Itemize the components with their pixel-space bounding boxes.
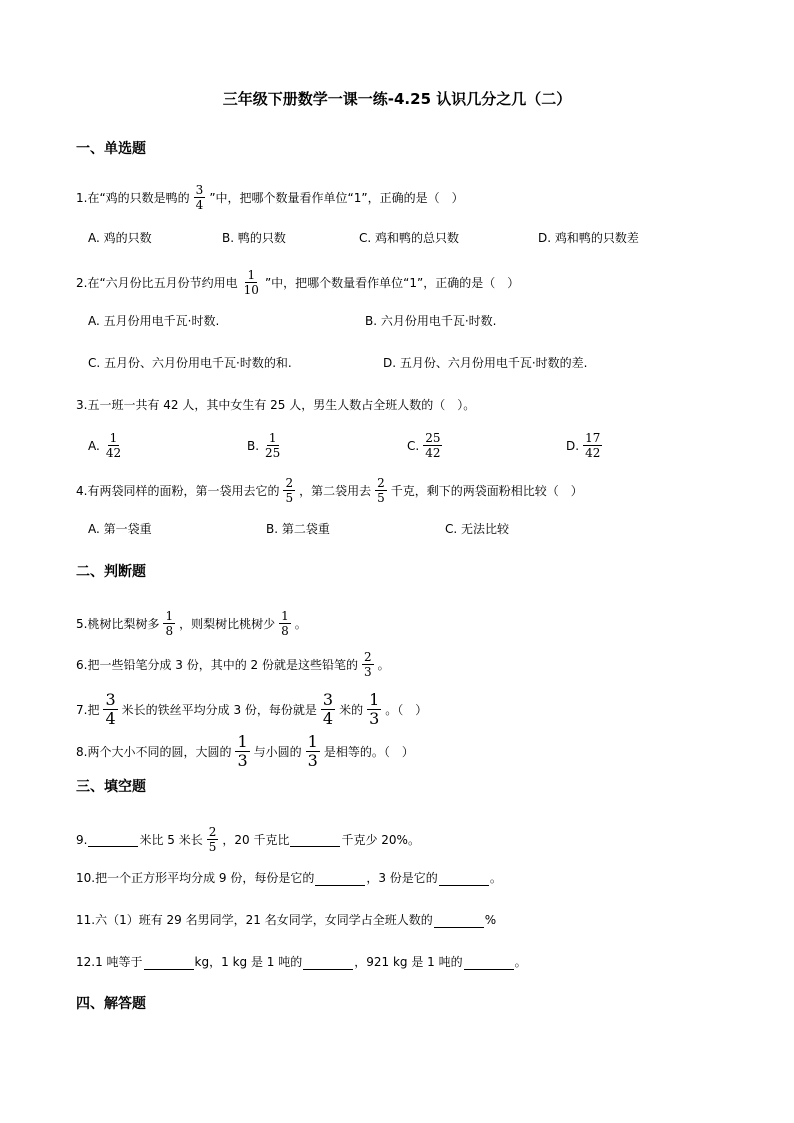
question-text: 米比 5 米长 bbox=[139, 832, 203, 847]
denominator: 3 bbox=[363, 665, 372, 679]
fraction bbox=[283, 477, 295, 504]
question-3: 3.五一班一共有 42 人，其中女生有 25 人，男生人数占全班人数的（ ）。 bbox=[76, 398, 476, 412]
numerator: 1 bbox=[268, 431, 277, 445]
answer-blank[interactable] bbox=[315, 871, 365, 886]
question-7 bbox=[76, 692, 427, 727]
fraction bbox=[104, 432, 123, 459]
question-10 bbox=[76, 868, 502, 888]
question-5 bbox=[76, 610, 307, 637]
numerator: 2 bbox=[208, 825, 217, 839]
fraction bbox=[367, 692, 381, 727]
question-text: 4.有两袋同样的面粉，第一袋用去它的 bbox=[76, 483, 280, 498]
q2-option-b[interactable]: B. 六月份用电千瓦·时数. bbox=[365, 314, 497, 328]
q1-option-a[interactable]: A. 鸡的只数 bbox=[88, 231, 152, 245]
question-text: 12.1 吨等于 bbox=[76, 955, 143, 969]
denominator: 4 bbox=[105, 709, 116, 728]
question-text: ，921 kg 是 1 吨的 bbox=[354, 955, 463, 969]
answer-blank[interactable] bbox=[434, 913, 484, 928]
denominator: 5 bbox=[285, 491, 294, 505]
question-8 bbox=[76, 734, 414, 769]
question-text: 米的 bbox=[339, 702, 364, 717]
denominator: 4 bbox=[322, 709, 334, 728]
denominator: 5 bbox=[377, 491, 385, 505]
fraction bbox=[583, 432, 602, 459]
denominator: 8 bbox=[281, 624, 289, 638]
numerator: 1 bbox=[369, 690, 380, 709]
numerator: 2 bbox=[285, 476, 294, 490]
question-text: ”中，把哪个数量看作单位“1”，正确的是（ ） bbox=[209, 190, 464, 205]
numerator: 1 bbox=[165, 609, 174, 623]
fraction bbox=[194, 184, 206, 211]
denominator: 3 bbox=[237, 751, 248, 770]
numerator: 1 bbox=[237, 732, 248, 751]
denominator: 42 bbox=[105, 446, 122, 460]
denominator: 4 bbox=[195, 198, 204, 212]
fraction bbox=[235, 734, 249, 769]
answer-blank[interactable] bbox=[88, 832, 138, 847]
q4-option-c[interactable]: C. 无法比较 bbox=[445, 522, 510, 536]
question-text: 1.在“鸡的只数是鸭的 bbox=[76, 190, 190, 205]
numerator: 1 bbox=[109, 431, 118, 445]
denominator: 25 bbox=[265, 446, 281, 460]
question-text: ，3 份是它的 bbox=[366, 871, 438, 885]
page-title: 三年级下册数学一课一练-4.25 认识几分之几（二） bbox=[222, 90, 572, 108]
option-label: B. bbox=[247, 438, 260, 453]
question-text: kg，1 kg 是 1 吨的 bbox=[194, 955, 303, 969]
question-text: 。 bbox=[489, 871, 502, 885]
q1-option-d[interactable]: D. 鸡和鸭的只数差 bbox=[538, 231, 639, 245]
question-6 bbox=[76, 651, 390, 678]
question-text: 。 bbox=[294, 616, 307, 631]
numerator: 1 bbox=[247, 268, 256, 282]
numerator: 3 bbox=[105, 690, 116, 709]
q3-option-a[interactable] bbox=[88, 432, 127, 459]
section-heading-single-choice: 一、单选题 bbox=[76, 141, 146, 157]
question-text: 千克，剩下的两袋面粉相比较（ ） bbox=[390, 483, 583, 498]
question-text: 。 bbox=[377, 657, 390, 672]
q2-option-c[interactable]: C. 五月份、六月份用电千瓦·时数的和. bbox=[88, 356, 292, 370]
question-text: 千克少 20%。 bbox=[341, 832, 420, 847]
question-9 bbox=[76, 826, 420, 853]
question-text: 是相等的。（ ） bbox=[323, 744, 414, 759]
question-text: 米长的铁丝平均分成 3 份，每份就是 bbox=[121, 702, 317, 717]
section-heading-fill-blank: 三、填空题 bbox=[76, 779, 146, 795]
question-text: ”中，把哪个数量看作单位“1”，正确的是（ ） bbox=[264, 275, 520, 290]
q3-option-b[interactable] bbox=[247, 432, 286, 459]
question-text: 11.六（1）班有 29 名男同学，21 名女同学，女同学占全班人数的 bbox=[76, 913, 433, 927]
question-1 bbox=[76, 184, 464, 211]
q2-option-d[interactable]: D. 五月份、六月份用电千瓦·时数的差. bbox=[383, 356, 588, 370]
question-text: 5.桃树比梨树多 bbox=[76, 616, 160, 631]
question-text: ，第二袋用去 bbox=[299, 483, 372, 498]
question-11 bbox=[76, 910, 496, 930]
numerator: 3 bbox=[195, 183, 204, 197]
q3-option-d[interactable] bbox=[566, 432, 606, 459]
numerator: 25 bbox=[425, 431, 441, 445]
fraction bbox=[306, 734, 320, 769]
answer-blank[interactable] bbox=[303, 955, 353, 970]
numerator: 2 bbox=[377, 476, 385, 490]
question-text: 6.把一些铅笔分成 3 份，其中的 2 份就是这些铅笔的 bbox=[76, 657, 358, 672]
question-text: 10.把一个正方形平均分成 9 份，每份是它的 bbox=[76, 871, 315, 885]
denominator: 42 bbox=[585, 446, 601, 460]
denominator: 10 bbox=[243, 283, 259, 297]
question-text: 。（ ） bbox=[385, 702, 428, 717]
fraction bbox=[279, 610, 291, 637]
fraction bbox=[321, 692, 335, 727]
question-text: ，20 千克比 bbox=[222, 832, 290, 847]
fraction bbox=[263, 432, 282, 459]
option-label: C. bbox=[407, 438, 420, 453]
question-text: 2.在“六月份比五月份节约用电 bbox=[76, 275, 238, 290]
numerator: 1 bbox=[307, 732, 318, 751]
question-4 bbox=[76, 477, 583, 504]
denominator: 3 bbox=[369, 709, 380, 728]
fraction bbox=[163, 610, 175, 637]
fraction bbox=[242, 269, 261, 296]
numerator: 3 bbox=[322, 690, 334, 709]
numerator: 17 bbox=[585, 431, 601, 445]
question-text: % bbox=[484, 913, 497, 927]
fraction bbox=[103, 692, 117, 727]
question-2 bbox=[76, 269, 519, 296]
numerator: 2 bbox=[363, 650, 372, 664]
question-text: 8.两个大小不同的圆，大圆的 bbox=[76, 744, 232, 759]
option-label: A. bbox=[88, 438, 100, 453]
answer-blank[interactable] bbox=[439, 871, 489, 886]
question-text: ，则梨树比桃树少 bbox=[179, 616, 276, 631]
option-label: D. bbox=[566, 438, 580, 453]
fraction bbox=[207, 826, 219, 853]
question-text: 与小圆的 bbox=[253, 744, 302, 759]
question-12 bbox=[76, 952, 527, 972]
q3-option-c[interactable] bbox=[407, 432, 446, 459]
q1-option-c[interactable]: C. 鸡和鸭的总只数 bbox=[359, 231, 460, 245]
answer-blank[interactable] bbox=[290, 832, 340, 847]
q1-option-b[interactable]: B. 鸭的只数 bbox=[222, 231, 286, 245]
q2-option-a[interactable]: A. 五月份用电千瓦·时数. bbox=[88, 314, 220, 328]
fraction bbox=[423, 432, 442, 459]
denominator: 42 bbox=[425, 446, 441, 460]
answer-blank[interactable] bbox=[464, 955, 514, 970]
question-text: 7.把 bbox=[76, 702, 100, 717]
q4-option-b[interactable]: B. 第二袋重 bbox=[266, 522, 330, 536]
denominator: 8 bbox=[165, 624, 174, 638]
question-text: 9. bbox=[76, 832, 88, 847]
fraction bbox=[362, 651, 374, 678]
numerator: 1 bbox=[281, 609, 289, 623]
question-text: 。 bbox=[514, 955, 527, 969]
section-heading-true-false: 二、判断题 bbox=[76, 564, 146, 580]
section-heading-solve: 四、解答题 bbox=[76, 996, 146, 1012]
fraction bbox=[375, 477, 387, 504]
answer-blank[interactable] bbox=[144, 955, 194, 970]
q4-option-a[interactable]: A. 第一袋重 bbox=[88, 522, 152, 536]
denominator: 5 bbox=[208, 840, 217, 854]
denominator: 3 bbox=[307, 751, 318, 770]
